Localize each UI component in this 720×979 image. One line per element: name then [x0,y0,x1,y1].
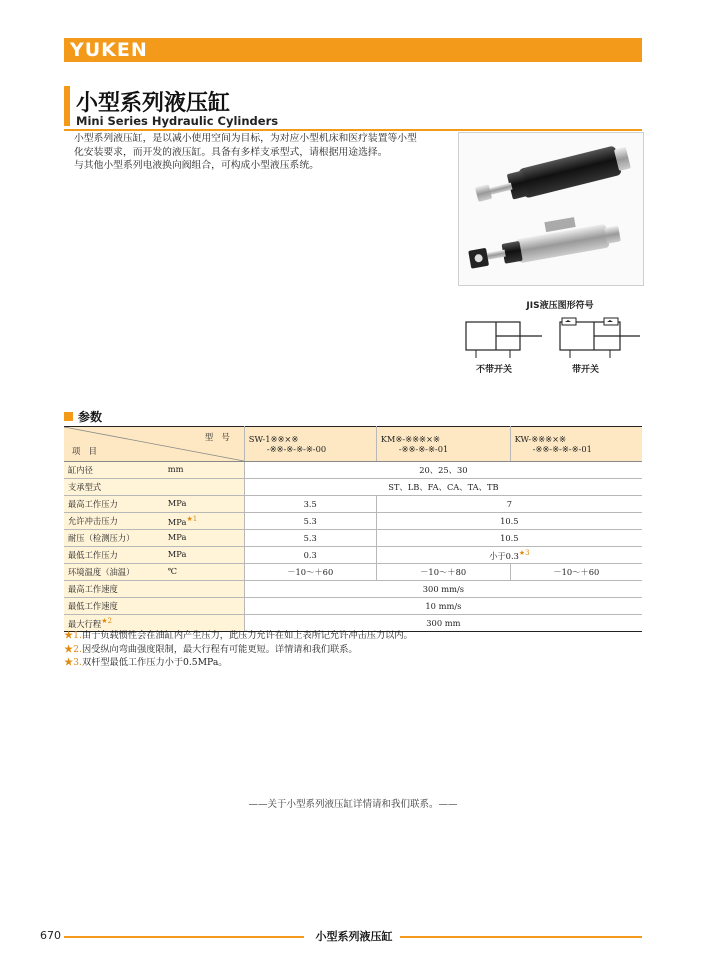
value-cell: －10～＋60 [244,564,376,581]
value-cell: 5.3 [244,513,376,530]
table-row [64,462,642,479]
table-header-row [64,427,642,462]
row-label: 最高工作压力 [68,499,118,509]
row-label-cell [64,479,244,496]
row-label: 最高工作速度 [68,584,118,594]
value-cell: －10～＋60 [510,564,642,581]
header-item-label: 项 目 [72,446,97,456]
model-code-suffix: -※※-※-※-※-01 [532,444,592,454]
row-label: 支承型式 [68,482,102,492]
model-code: KM※-※※※×※ [380,434,440,444]
header-col-sw [244,427,376,462]
table-row [64,513,642,530]
header-diagonal-cell [64,427,244,462]
table-row [64,547,642,564]
section-heading [64,408,102,425]
row-unit: MPa [167,517,187,527]
table-row [64,564,642,581]
brand-logo: YUKEN [70,39,148,61]
intro-text [74,132,454,173]
value-cell: 10.5 [376,530,642,547]
footer-divider [400,936,642,938]
table-row [64,496,642,513]
value-cell: 0.3 [244,547,376,564]
section-marker [64,412,73,421]
value-cell: 300 mm [244,615,642,632]
footnote-star: ★3 [518,548,530,557]
contact-note: ——关于小型系列液压缸详情请和我们联系。—— [248,799,458,810]
value-cell: 10 mm/s [244,598,642,615]
section-title: 参数 [78,410,103,424]
footnote-marker: ★1. [64,630,82,641]
row-label: 最大行程 [68,618,102,629]
row-label-cell [64,581,244,598]
row-label-cell [64,564,244,581]
footnote [64,656,642,670]
page-number: 670 [40,929,61,942]
row-label: 最低工作压力 [68,550,118,560]
page-subtitle: Mini Series Hydraulic Cylinders [76,114,279,128]
title-accent [64,86,70,126]
header-model-label: 型 号 [204,432,230,442]
footnote [64,643,642,657]
row-label: 缸内径 [68,465,93,475]
row-unit: ℃ [167,566,178,576]
footnote-text: 双杆型最低工作压力小于0.5MPa。 [81,657,228,668]
cylinder-symbol-with-switch [556,316,642,360]
row-label: 环境温度（油温） [68,567,135,577]
value-cell: 5.3 [244,530,376,547]
intro-line: 与其他小型系列电液换向阀组合，可构成小型液压系统。 [74,160,319,171]
row-label: 最低工作速度 [68,601,118,611]
table-row [64,581,642,598]
row-label-cell [64,513,244,530]
symbol-label-with-switch: 带开关 [572,365,600,375]
footnote-text: 因受纵向弯曲强度限制，最大行程有可能更短。详情请和我们联系。 [81,643,358,655]
row-label-cell [64,547,244,564]
model-code: SW-1※※×※ [248,434,299,444]
row-label-cell [64,530,244,547]
row-unit: MPa [167,532,187,542]
header-col-kw [510,427,642,462]
page-title: 小型系列液压缸 [76,91,231,116]
table-row [64,530,642,547]
row-label: 允许冲击压力 [68,516,118,526]
intro-line: 小型系列液压缸，是以减小使用空间为目标，为对应小型机床和医疗装置等小型 [74,133,417,144]
model-code-suffix: -※※-※-※-※-00 [266,444,327,454]
product-photo [458,132,644,286]
value-cell: 3.5 [244,496,376,513]
value-cell: 10.5 [376,513,642,530]
title-divider [64,129,642,131]
value-cell: －10～＋80 [376,564,510,581]
value-cell [376,547,642,564]
row-label-cell [64,496,244,513]
footnote-star: ★2 [101,616,112,625]
value-cell: ST、LB、FA、CA、TA、TB [244,479,642,496]
footnote-marker: ★3. [64,657,82,668]
footnote-star: ★1 [186,515,198,523]
cylinder-symbol-without-switch [462,316,544,360]
cylinder-illustration [459,133,643,285]
value-cell: 300 mm/s [244,581,642,598]
parameter-table [64,426,642,632]
footnotes [64,629,642,670]
row-label: 耐压（检测压力） [68,533,135,543]
row-unit-wrap [168,515,240,527]
model-code-suffix: -※※-※-※-01 [398,444,449,454]
row-unit: mm [167,464,184,474]
value-cell: 7 [376,496,642,513]
jis-symbol-title: JIS液压图形符号 [526,301,594,311]
model-code: KW-※※※×※ [514,434,566,444]
value-cell: 20、25、30 [244,462,642,479]
footer-divider [64,936,304,938]
footnote-marker: ★2. [64,643,82,655]
symbol-label-without-switch: 不带开关 [476,365,513,375]
row-label-cell [64,462,244,479]
row-label-cell [64,598,244,615]
row-unit: MPa [167,498,187,508]
footnote-text: 由于负载惯性会在油缸内产生压力，此压力允许在如上表所记允许冲击压力以内。 [81,630,413,641]
intro-line: 化安装要求，而开发的液压缸。具备有多样支承型式，请根据用途选择。 [74,146,388,158]
footer-title: 小型系列液压缸 [315,930,393,943]
brand-bar [64,38,642,62]
table-row [64,598,642,615]
row-unit: MPa [167,549,187,559]
value-text: 小于0.3 [489,550,519,561]
table-row [64,479,642,496]
footnote [64,629,642,643]
header-col-km [376,427,510,462]
